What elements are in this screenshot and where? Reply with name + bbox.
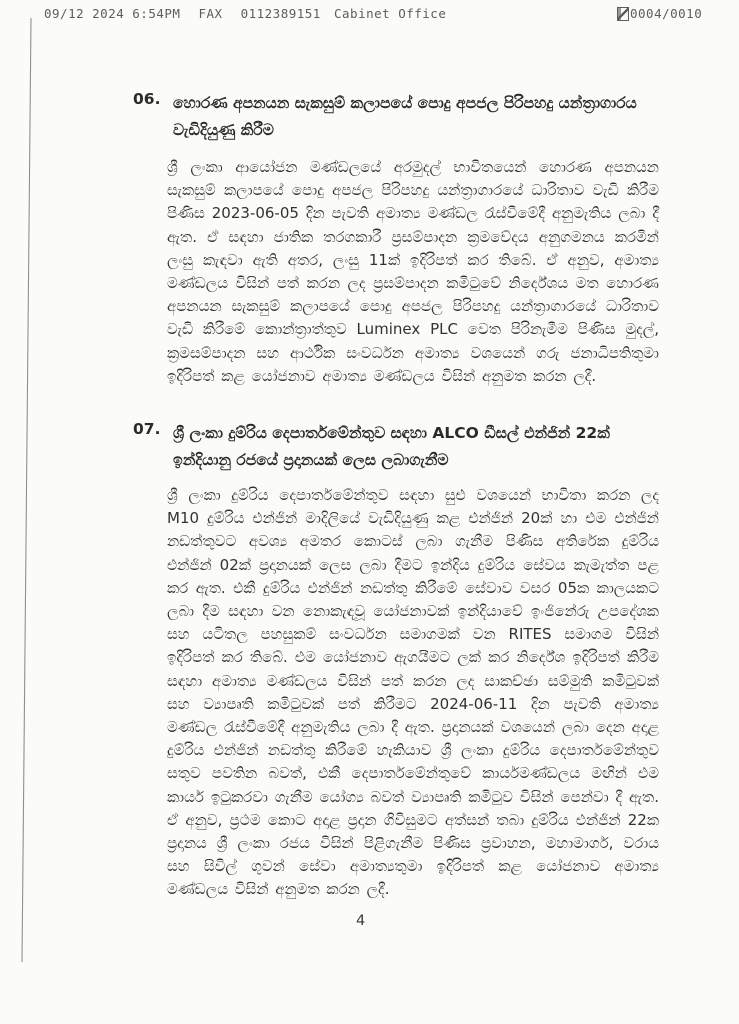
page-number: 4 — [356, 913, 366, 929]
item-07-title: ශ්‍රී ලංකා දුම්රිය දෙපාර්තමේන්තුව සඳහා ALCO ඩීසල් එන්ජින් 22ක් ඉන්දියානු රජයේ ප්‍රදානයක් ලෙස ලබාගැනීම — [173, 424, 610, 469]
item-07-paragraph: ශ්‍රී ලංකා දුම්රිය දෙපාර්තමේන්තුව සඳහා සුළු වශයෙන් භාවිතා කරන ලද M10 දුම්රිය එන්ජින් මාදිලියේ වැඩිදියුණු කළ එන්ජින් 20ක් හා එම එන්ජින් නඩත්තුවට අවශ්‍ය අමතර කොටස් ලබා ගැනීම පිණිස අතිරේක දුම්රිය එන්ජින් 02ක් ප්‍රදානයක් ලෙස ලබා දීමට ඉන්දිය දුම්රිය සේවය කැමැත්ත පළ කර ඇත. එකී දුම්රිය එන්ජින් නඩත්තු කිරීමේ සේවාව වසර 05ක කාලයකට ලබා දීම සඳහා වන නොකැඳවූ යෝජනාවක් ඉන්දියාවේ ඉංජිනේරු උපදේශක සහ යටිතල පහසුකම් සංවර්ධන සමාගමක් වන RITES සමාගම විසින් ඉදිරිපත් කර තිබේ. එම යෝජනාව ඇගයීමට ලක් කර නිර්දේශ ඉදිරිපත් කිරීම සඳහා අමාත්‍ය මණ්ඩලය විසින් පත් කරන ලද සාකච්ඡා සම්මුති කමිටුවක් සහ ව්‍යාපෘති කමිටුවක් පත් කිරීමට 2024-06-11 දින පැවති අමාත්‍ය මණ්ඩල රැස්වීමේදී අනුමැතිය ලබා දී ඇත. ප්‍රදානයක් වශයෙන් ලබා දෙන අදාළ දුම්රිය එන්ජින් නඩත්තු කිරීමේ හැකියාව ශ්‍රී ලංකා දුම්රිය දෙපාර්තමේන්තුව සතුව පවතින බවත්, එකී දෙපාර්තමේන්තුවේ කාර්යමණ්ඩලය මඟින් එම කාර්ය ඉටුකරවා ගැනීම යෝග්‍ය බවත් ව්‍යාපෘති කමිටුව විසින් පෙන්වා දී ඇත. ඒ අනුව, ප්‍රථම කොට අදාළ ප්‍රදාන ගිවිසුමට අත්සන් තබා දුම්රිය එන්ජින් 22ක ප්‍රදානය ශ්‍රී ලංකා රජය විසින් පිළිගැනීම පිණිස ප්‍රවාහන, මහාමාර්ග, වරාය සහ සිවිල් ගුවන් සේවා අමාත්‍යතුමා ඉදිරිපත් කළ යෝජනාව අමාත්‍ය මණ්ඩලය විසින් අනුමත කරන ලදී. — [167, 486, 659, 899]
fax-page-counter — [617, 6, 702, 21]
item-06-title: හොරණ අපනයන සැකසුම් කලාපයේ පොදු අපජල පිරිපහදු යන්ත්‍රාගාරය වැඩිදියුණු කිරීම — [173, 94, 637, 139]
page-counter-value: 0004/0010 — [630, 6, 703, 21]
fax-datetime: 09/12 2024 6:54PM — [44, 6, 181, 21]
fax-number: 0112389151 — [240, 6, 321, 21]
fax-header — [0, 6, 739, 26]
item-07-number: 07. — [133, 420, 161, 438]
fax-label: FAX — [198, 6, 223, 21]
fax-sender: Cabinet Office — [334, 6, 447, 21]
fax-meta — [44, 6, 331, 21]
page-counter-icon — [617, 7, 629, 21]
item-06-paragraph: ශ්‍රී ලංකා ආයෝජන මණ්ඩලයේ අරමුදල් භාවිතයෙන් හොරණ අපනයන සැකසුම් කලාපයේ පොදු අපජල පිරිපහදු යන්ත්‍රාගාරයේ ධාරිතාව වැඩි කිරීම පිණිස 2023-06-05 දින පැවති අමාත්‍ය මණ්ඩල රැස්වීමේදී අනුමැතිය ලබා දී ඇත. ඒ සඳහා ජාතික තරගකාරී ප්‍රසම්පාදන ක්‍රමවේදය අනුගමනය කරමින් ලංසු කැඳවා ඇති අතර, ලංසු 11ක් ඉදිරිපත් කර තිබේ. ඒ අනුව, අමාත්‍ය මණ්ඩලය විසින් පත් කරන ලද ප්‍රසම්පාදන කමිටුවේ නිර්දේශය මත හොරණ අපනයන සැකසුම් කලාපයේ පොදු අපජල පිරිපහදු යන්ත්‍රාගාරයේ ධාරිතාව වැඩි කිරීමේ කොන්ත්‍රාත්තුව Luminex PLC වෙත පිරිනැමීම පිණිස මුදල්, ක්‍රමසම්පාදන සහ ආර්ථික සංවර්ධන අමාත්‍ය වශයෙන් ගරු ජනාධිපතිතුමා ඉදිරිපත් කළ යෝජනාව අමාත්‍ය මණ්ඩලය විසින් අනුමත කරන ලදී. — [167, 158, 659, 385]
item-06-number: 06. — [133, 90, 161, 108]
